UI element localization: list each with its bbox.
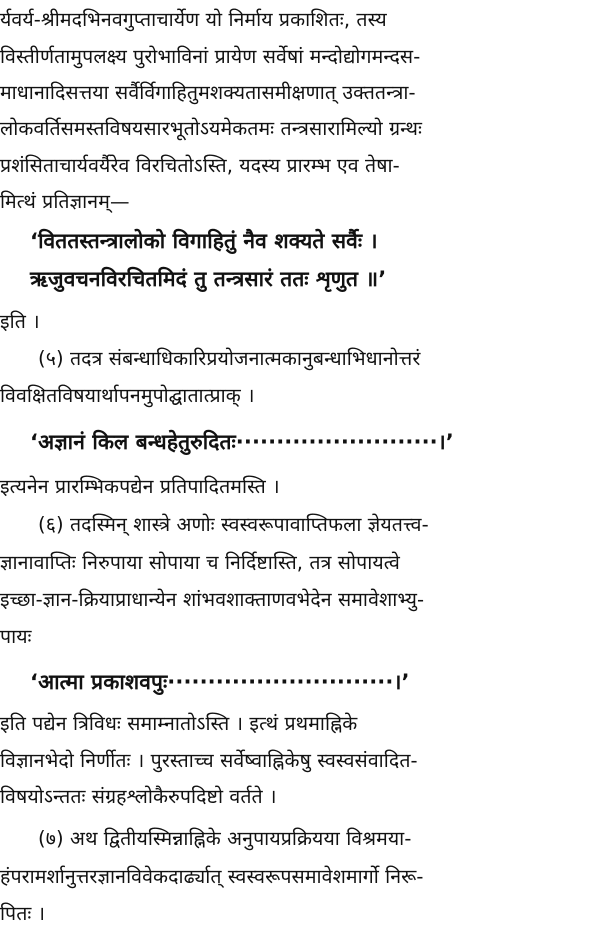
section-7-line-3: पितः ।: [0, 902, 46, 925]
text-line-iti-1: इति ।: [0, 310, 40, 333]
text-line-2: विस्तीर्णतामुपलक्ष्य पुरोभाविनां प्रायेण सर्वेषां मन्दोद्योगमन्दस-: [0, 45, 421, 68]
section-6-line-3: इच्छा-ज्ञान-क्रियाप्राधान्येन शांभवशाक्ताणवभेदेन समावेशाभ्यु-: [0, 588, 425, 611]
quote-atma: ‘आत्मा प्रकाशवपुः····························।’: [30, 670, 410, 694]
text-line-ityanena: इत्यनेन प्रारम्भिकपद्येन प्रतिपादितमस्ति ।: [0, 475, 280, 498]
section-7-line-2: हंपरामर्शानुत्तरज्ञानविवेकदार्ढ्यात् स्वस्वरूपसमावेशमार्गो निरू-: [0, 865, 424, 888]
section-5-line-2: विवक्षितविषयार्थापनमुपोद्घातात्प्राक् ।: [0, 384, 255, 407]
quote-verse-1: ‘विततस्तन्त्रालोको विगाहितुं नैव शक्यते सर्वैः ।: [30, 229, 378, 253]
text-line-iti-2: इति पद्येन त्रिविधः समाम्नातोऽस्ति । इत्थं प्रथमाह्निके: [0, 712, 358, 735]
text-line-3: माधानादिसत्तया सर्वैर्विगाहितुमशक्यतासमीक्षणात् उक्ततन्त्रा-: [0, 81, 416, 104]
text-line-5: प्रशंसिताचार्यवर्यैरेव विरचितोऽस्ति, यदस्य प्रारम्भ एव तेषा-: [0, 154, 400, 177]
section-6-line-1: (६) तदस्मिन् शास्त्रे अणोः स्वस्वरूपावाप्तिफला ज्ञेयतत्त्व-: [38, 513, 429, 536]
section-7-line-1: (७) अथ द्वितीयस्मिन्नाह्निके अनुपायप्रक्रियया विश्रमया-: [38, 827, 412, 850]
section-5-line-1: (५) तदत्र संबन्धाधिकारिप्रयोजनात्मकानुबन्धाभिधानोत्तरं: [38, 347, 421, 370]
text-line-vishayo: विषयोऽन्ततः संग्रहश्लोकैरुपदिष्टो वर्तते ।: [0, 785, 277, 808]
quote-verse-2: ऋजुवचनविरचितमिदं तु तन्त्रसारं ततः शृणुत ॥’: [30, 267, 387, 291]
section-6-line-4: पायः: [0, 625, 32, 648]
text-line-6: मित्थं प्रतिज्ञानम्—: [0, 190, 130, 213]
text-line-1: र्यवर्य-श्रीमदभिनवगुप्ताचार्येण यो निर्माय प्रकाशितः, तस्य: [0, 8, 387, 31]
text-line-4: लोकवर्तिसमस्तविषयसारभूतोऽयमेकतमः तन्त्रसारामिल्यो ग्रन्थः: [0, 117, 422, 140]
quote-ajnanam: ‘अज्ञानं किल बन्धहेतुरुदितः·························।’: [30, 430, 454, 454]
text-line-vijnana: विज्ञानभेदो निर्णीतः । पुरस्ताच्च सर्वेष्वाह्निकेषु स्वस्वसंवादित-: [0, 749, 418, 772]
section-6-line-2: ज्ञानावाप्तिः निरुपाया सोपाया च निर्दिष्टास्ति, तत्र सोपायत्वे: [0, 551, 400, 574]
